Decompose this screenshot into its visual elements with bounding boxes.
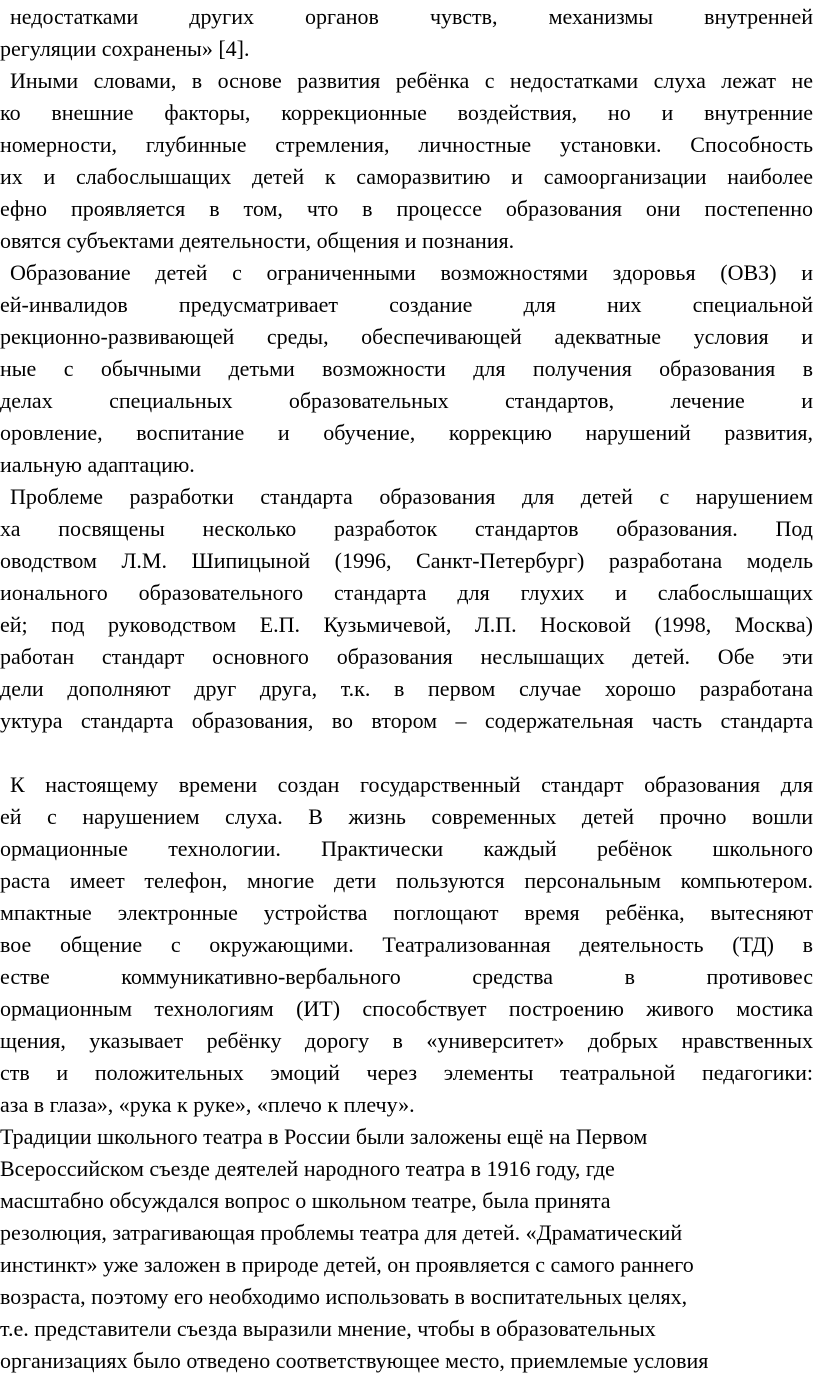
text-line: инстинкт» уже заложен в природе детей, он проявляется с самого раннего (0, 1252, 694, 1277)
text-line: работан стандарт основного образования неслышащих детей. Обе эти (0, 644, 813, 669)
text-line: ормационные технологии. Практически каждый ребёнок школьного (0, 836, 813, 861)
text-line: ей; под руководством Е.П. Кузьмичевой, Л.П. Носковой (1998, Москва) (0, 612, 813, 637)
text-line: недостатками других органов чувств, механизмы внутренней (10, 4, 813, 29)
text-line: Традиции школьного театра в России были заложены ещё на Первом (0, 1124, 648, 1149)
text-line: ко внешние факторы, коррекционные воздействия, но и внутренние (0, 100, 813, 125)
text-line: уктура стандарта образования, во втором – содержательная часть стандарта (0, 708, 813, 733)
text-line: резолюция, затрагивающая проблемы театра для детей. «Драматический (0, 1220, 683, 1245)
text-line: оводством Л.М. Шипицыной (1996, Санкт-Петербург) разработана модель (0, 548, 813, 573)
text-line: Иными словами, в основе развития ребёнка с недостатками слуха лежат не (10, 68, 813, 93)
text-line: ей с нарушением слуха. В жизнь современных детей прочно вошли (0, 804, 813, 829)
text-line: рекционно-развивающей среды, обеспечивающей адекватные условия и (0, 324, 813, 349)
text-line: дели дополняют друг друга, т.к. в первом случае хорошо разработана (0, 676, 813, 701)
text-line: регуляции сохранены» [4]. (0, 36, 250, 61)
text-line: Образование детей с ограниченными возможностями здоровья (ОВЗ) и (10, 260, 813, 285)
text-line: К настоящему времени создан государственный стандарт образования для (10, 772, 813, 797)
text-line: Проблеме разработки стандарта образования для детей с нарушением (10, 484, 813, 509)
text-line: щения, указывает ребёнку дорогу в «университет» добрых нравственных (0, 1028, 813, 1053)
text-line: раста имеет телефон, многие дети пользуются персональным компьютером. (0, 868, 813, 893)
text-line: ные с обычными детьми возможности для получения образования в (0, 356, 813, 381)
text-line: аза в глаза», «рука к руке», «плечо к плечу». (0, 1092, 415, 1117)
text-line: номерности, глубинные стремления, личностные установки. Способность (0, 132, 813, 157)
text-line: оровление, воспитание и обучение, коррекцию нарушений развития, (0, 420, 813, 445)
text-line: Всероссийском съезде деятелей народного театра в 1916 году, где (0, 1156, 615, 1181)
text-line: ионального образовательного стандарта для глухих и слабослышащих (0, 580, 813, 605)
text-line: т.е. представители съезда выразили мнение, чтобы в образовательных (0, 1316, 656, 1341)
text-line: ормационным технологиям (ИТ) способствует построению живого мостика (0, 996, 813, 1021)
text-line: организациях было отведено соответствующее место, приемлемые условия (0, 1348, 709, 1373)
text-line: ефно проявляется в том, что в процессе образования они постепенно (0, 196, 813, 221)
text-line (0, 737, 813, 769)
text-line: масштабно обсуждался вопрос о школьном театре, была принята (0, 1188, 611, 1213)
text-line: иальную адаптацию. (0, 452, 195, 477)
text-line: овятся субъектами деятельности, общения и познания. (0, 228, 515, 253)
text-line: естве коммуникативно-вербального средства в противовес (0, 964, 813, 989)
text-line: ей-инвалидов предусматривает создание для них специальной (0, 292, 813, 317)
text-line: вое общение с окружающими. Театрализованная деятельность (ТД) в (0, 932, 813, 957)
text-line: их и слабослышащих детей к саморазвитию и самоорганизации наиболее (0, 164, 813, 189)
text-line: мпактные электронные устройства поглощают время ребёнка, вытесняют (0, 900, 813, 925)
text-line: делах специальных образовательных стандартов, лечение и (0, 388, 813, 413)
text-line: возраста, поэтому его необходимо использовать в воспитательных целях, (0, 1284, 688, 1309)
text-line: ств и положительных эмоций через элементы театральной педагогики: (0, 1060, 813, 1085)
text-line: ха посвящены несколько разработок стандартов образования. Под (0, 516, 813, 541)
